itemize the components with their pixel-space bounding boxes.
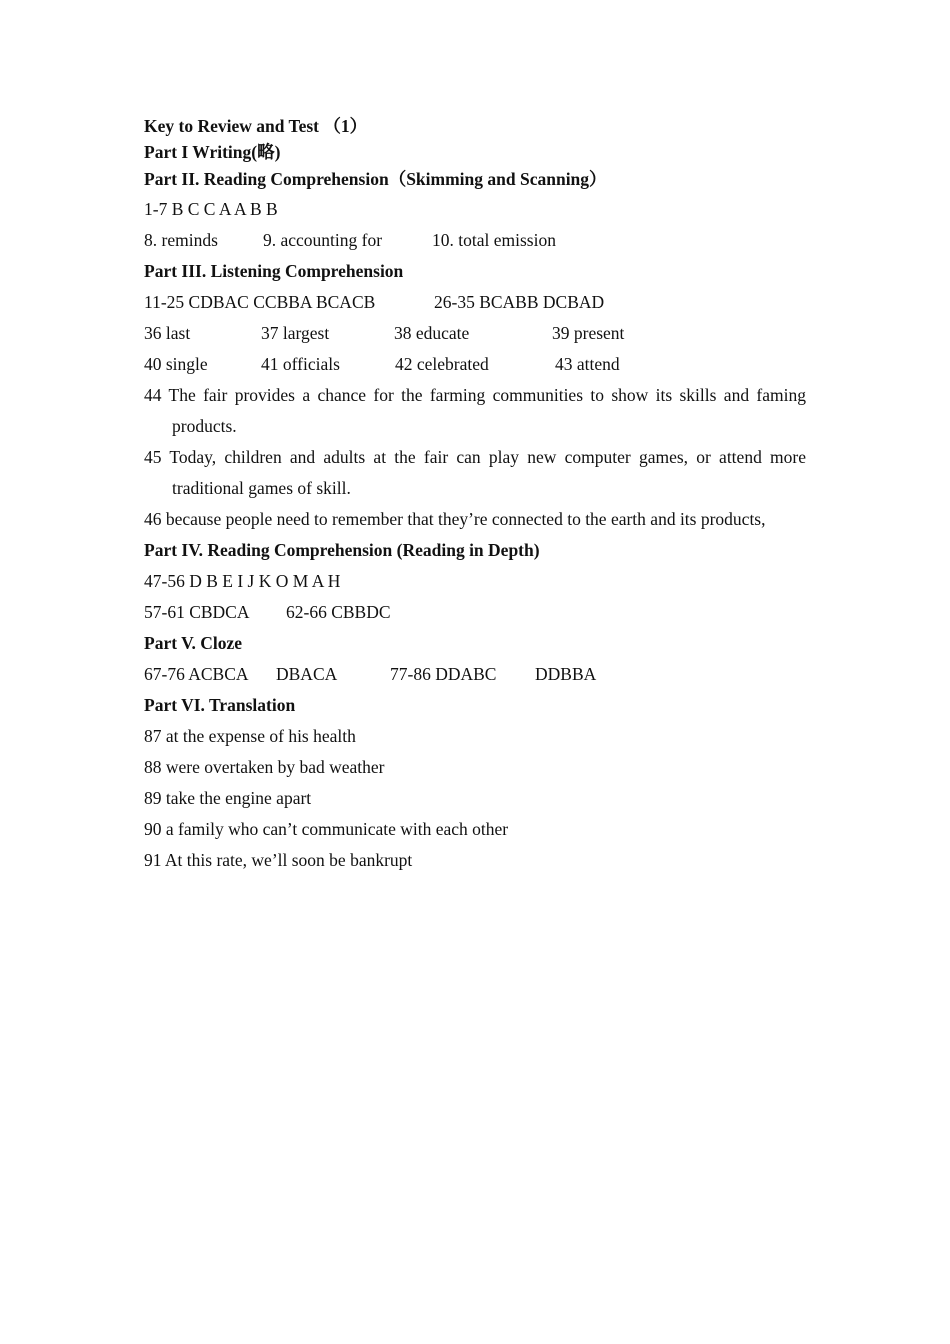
answers-26-35: 26-35 BCABB DCBAD: [434, 292, 605, 312]
answer-39: 39 present: [552, 323, 625, 343]
answers-47-56: 47-56 D B E I J K O M A H: [144, 571, 341, 591]
answers-40-43-row: [144, 349, 806, 380]
answer-91: 91 At this rate, we’ll soon be bankrupt: [144, 850, 413, 870]
answers-57-61: 57-61 CBDCA: [144, 602, 250, 622]
answer-90: 90 a family who can’t communicate with each other: [144, 819, 509, 839]
answer-40: 40 single: [144, 354, 208, 374]
answers-36-39-row: [144, 318, 806, 349]
part2-heading: Part II. Reading Comprehension（Skimming and Scanning）: [144, 169, 607, 189]
answers-11-35-row: [144, 287, 806, 318]
answers-1-7: 1-7 B C C A A B B: [144, 199, 278, 219]
answers-57-66-row: [144, 597, 806, 628]
answer-41: 41 officials: [261, 354, 340, 374]
answer-44: 44 The fair provides a chance for the farming communities to show its skills and faming products.: [144, 385, 806, 436]
answer-36: 36 last: [144, 323, 191, 343]
answers-82-86: DDBBA: [535, 664, 597, 684]
answers-62-66: 62-66 CBBDC: [286, 602, 391, 622]
answers-8-10-row: [144, 225, 806, 256]
answer-38: 38 educate: [394, 323, 470, 343]
answer-42: 42 celebrated: [395, 354, 489, 374]
answers-67-71: 67-76 ACBCA: [144, 664, 249, 684]
answer-45: 45 Today, children and adults at the fair can play new computer games, or attend more traditional games of skill.: [144, 447, 806, 498]
answers-67-86-row: [144, 659, 806, 690]
answer-key-page: [144, 113, 806, 876]
answer-9: 9. accounting for: [263, 230, 383, 250]
answer-37: 37 largest: [261, 323, 330, 343]
part6-heading: Part VI. Translation: [144, 695, 296, 715]
answers-77-81: 77-86 DDABC: [390, 664, 497, 684]
page-title: Key to Review and Test （1）: [144, 116, 368, 136]
answers-72-76: DBACA: [276, 664, 338, 684]
answer-46: 46 because people need to remember that they’re connected to the earth and its products,: [144, 509, 766, 529]
answers-11-25: 11-25 CDBAC CCBBA BCACB: [144, 292, 376, 312]
part5-heading: Part V. Cloze: [144, 633, 243, 653]
answer-10: 10. total emission: [432, 230, 556, 250]
part4-heading: Part IV. Reading Comprehension (Reading in Depth): [144, 540, 540, 560]
answer-88: 88 were overtaken by bad weather: [144, 757, 385, 777]
answer-87: 87 at the expense of his health: [144, 726, 356, 746]
answer-89: 89 take the engine apart: [144, 788, 312, 808]
part1-heading: Part I Writing(略): [144, 142, 281, 162]
part3-heading: Part III. Listening Comprehension: [144, 261, 404, 281]
answer-43: 43 attend: [555, 354, 620, 374]
answer-8: 8. reminds: [144, 230, 218, 250]
